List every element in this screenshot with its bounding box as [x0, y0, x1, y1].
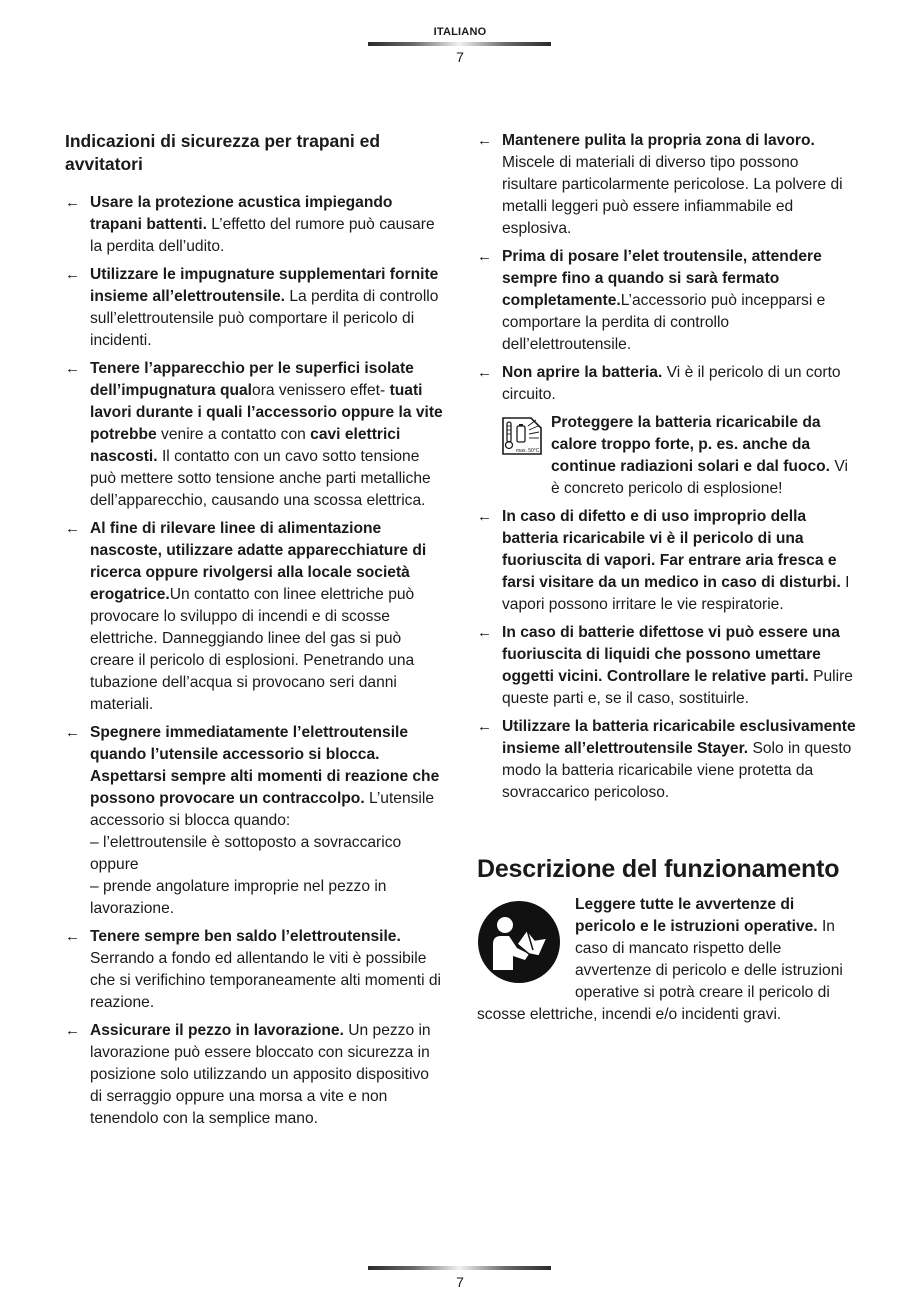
battery-heat-warning-icon	[501, 416, 543, 456]
header-page-number: 7	[456, 49, 464, 65]
list-item	[65, 1020, 445, 1130]
item-bold-text: Tenere sempre ben saldo l’elettroutensile.	[90, 928, 401, 945]
item-bold-text: Utilizzare la batteria ricaricabile esclusivamente insieme all’elettroutensile Stayer.	[502, 718, 856, 757]
list-item	[65, 722, 445, 920]
left-column	[65, 130, 445, 1136]
arrow-bullet-icon: ←	[65, 724, 80, 741]
list-item	[65, 358, 445, 512]
item-text: Un contatto con linee elettriche può provocare lo sviluppo di incendi e di scosse elettriche. Danneggiando linee del gas si può creare il pericolo di esplosioni. Penetrando una tubazione dell’acqua si provocano seri danni materiali.	[90, 586, 415, 713]
svg-text:max. 50°C: max. 50°C	[516, 448, 540, 454]
item-text: L’accessorio può incepparsi e comportare la perdita di controllo dell’elettroutensile.	[502, 292, 826, 353]
item-bold-text: Tenere l’apparecchio per le superfici isolate dell’impugnatura qual	[90, 360, 414, 399]
item-text: venire a contatto con	[156, 426, 311, 443]
list-item	[477, 246, 857, 356]
arrow-bullet-icon: ←	[477, 624, 492, 641]
right-column	[477, 130, 857, 1026]
arrow-bullet-icon: ←	[65, 1022, 80, 1039]
item-bold-text: Al fine di rilevare linee di alimentazione nascoste, utilizzare adatte apparecchiature di ricerca oppure rivolgersi alla locale società erogatrice.	[90, 520, 427, 603]
read-manual-icon	[477, 900, 561, 984]
list-item	[65, 264, 445, 352]
footer-page-number: 7	[456, 1274, 464, 1290]
list-item	[477, 362, 857, 406]
item-text: Solo in questo modo la batteria ricaricabile viene protetta da sovraccarico pericoloso.	[502, 740, 852, 801]
notice-bold-text: Leggere tutte le avvertenze di pericolo e le istruzioni operative.	[575, 896, 818, 935]
item-bold-text: In caso di difetto e di uso improprio della batteria ricaricabile vi è il pericolo di una fuoriuscita di vapori. Far entrare aria fresca e farsi visitare da un medico in caso di disturbi.	[502, 508, 841, 591]
item-text: Miscele di materiali di diverso tipo possono risultare particolarmente pericolose. La polvere di metalli leggeri può essere infiammabile ed esplosiva.	[502, 154, 843, 237]
arrow-bullet-icon: ←	[477, 364, 492, 381]
arrow-bullet-icon: ←	[65, 194, 80, 211]
arrow-bullet-icon: ←	[65, 928, 80, 945]
item-text: La perdita di controllo sull’elettroutensile può comportare il pericolo di incidenti.	[90, 288, 439, 349]
header-language: ITALIANO	[433, 26, 487, 38]
item-bold-text: Usare la protezione acustica impiegando trapani battenti.	[90, 194, 393, 233]
item-text: Il contatto con un cavo sotto tensione può mettere sotto tensione anche parti metalliche dell’apparecchio, causando una scossa elettrica.	[90, 448, 431, 509]
footer-divider	[368, 1266, 551, 1270]
item-bold-text: In caso di batterie difettose vi può essere una fuoriuscita di liquidi che possono umettare oggetti vicini. Controllare le relative parti.	[502, 624, 840, 685]
item-text: Vi è il pericolo di un corto circuito.	[502, 364, 841, 403]
item-text: L’effetto del rumore può causare la perdita dell’udito.	[90, 216, 435, 255]
list-item	[477, 716, 857, 804]
list-item	[65, 926, 445, 1014]
warning-bold-text: Proteggere la batteria ricaricabile da calore troppo forte, p. es. anche da continue radiazioni solari e dal fuoco.	[551, 414, 830, 475]
item-text: L’utensile accessorio si blocca quando:	[90, 790, 435, 829]
item-text: ora venissero effet-	[252, 382, 386, 399]
section-title-function: Descrizione del funzionamento	[477, 855, 840, 883]
warning-text: Vi è concreto pericolo di esplosione!	[551, 458, 848, 497]
list-item	[477, 506, 857, 616]
item-text: Pulire queste parti e, se il caso, sostituirle.	[502, 668, 853, 707]
item-text: – l’elettroutensile è sottoposto a sovraccarico oppure	[90, 834, 402, 873]
item-text: – prende angolature improprie nel pezzo in lavorazione.	[90, 878, 387, 917]
list-item	[65, 192, 445, 258]
item-text: Serrando a fondo ed allentando le viti è possibile che si verifichino temporaneamente alti momenti di reazione.	[90, 950, 442, 1011]
list-item	[477, 130, 857, 240]
item-text: I vapori possono irritare le vie respiratorie.	[502, 574, 850, 613]
item-bold-text: Assicurare il pezzo in lavorazione.	[90, 1022, 344, 1039]
item-bold-text: Non aprire la batteria.	[502, 364, 663, 381]
arrow-bullet-icon: ←	[477, 718, 492, 735]
item-bold-text: Utilizzare le impugnature supplementari fornite insieme all’elettroutensile.	[90, 266, 439, 305]
item-bold-text: Spegnere immediatamente l’elettroutensile quando l’utensile accessorio si blocca. Aspettarsi sempre alti momenti di reazione che possono provocare un contraccolpo.	[90, 724, 440, 807]
arrow-bullet-icon: ←	[65, 266, 80, 283]
section-title-safety: Indicazioni di sicurezza per trapani ed avvitatori	[65, 131, 381, 174]
item-bold-text: Mantenere pulita la propria zona di lavoro.	[502, 132, 815, 149]
arrow-bullet-icon: ←	[65, 360, 80, 377]
arrow-bullet-icon: ←	[65, 520, 80, 537]
arrow-bullet-icon: ←	[477, 508, 492, 525]
notice-text: In caso di mancato rispetto delle avvertenze di pericolo e delle istruzioni operative si potrà creare il pericolo di scosse elettriche, incendi e/o incidenti gravi.	[477, 918, 843, 1023]
item-bold-text: cavi elettrici nascosti.	[90, 426, 401, 465]
list-item	[65, 518, 445, 716]
read-manual-notice	[477, 894, 857, 1026]
header-divider	[368, 42, 551, 46]
heat-warning	[477, 412, 857, 500]
list-item	[477, 622, 857, 710]
item-bold-text: Prima di posare l’elet troutensile, attendere sempre fino a quando si sarà fermato completamente.	[502, 248, 822, 309]
item-bold-text: tuati lavori durante i quali l’accessorio oppure la vite potrebbe	[90, 382, 443, 443]
arrow-bullet-icon: ←	[477, 132, 492, 149]
item-text: Un pezzo in lavorazione può essere bloccato con sicurezza in posizione solo utilizzando un apposito dispositivo di serraggio oppure una morsa a vite e non tenendolo con la semplice mano.	[90, 1022, 431, 1127]
arrow-bullet-icon: ←	[477, 248, 492, 265]
